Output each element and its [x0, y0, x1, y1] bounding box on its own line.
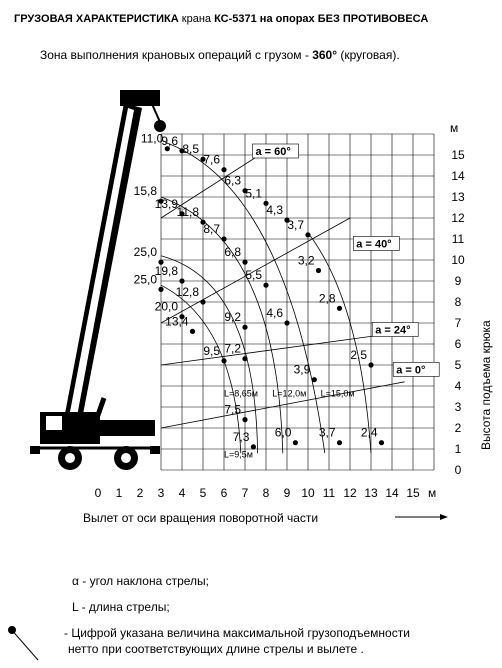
capacity-label: 4,6 — [266, 306, 283, 320]
x-tick-label: 13 — [364, 486, 378, 500]
x-tick-label: 15 — [406, 486, 420, 500]
length-symbol: L — [72, 600, 79, 614]
y-tick-label: 2 — [454, 421, 462, 435]
capacity-dot — [305, 232, 310, 237]
y-tick-label: 6 — [454, 337, 462, 351]
y-tick-label: 5 — [454, 358, 462, 372]
capacity-dot — [379, 440, 384, 445]
capacity-label: 11,0 — [140, 131, 164, 146]
y-tick-label: 11 — [451, 232, 465, 246]
capacity-dot — [251, 444, 256, 449]
y-tick-label: 1 — [454, 442, 462, 456]
capacity-dot — [242, 325, 247, 330]
x-tick-label: 0 — [94, 486, 102, 500]
y-tick-label: 14 — [451, 169, 465, 183]
x-tick-label: 7 — [241, 486, 249, 500]
capacity-label: 7,2 — [224, 341, 241, 356]
capacity-label: 8,7 — [203, 222, 220, 236]
capacity-dot — [242, 260, 247, 265]
boom-curve — [308, 233, 371, 454]
capacity-points — [134, 132, 384, 450]
title-bold-part2: КС-5371 на опорах БЕЗ ПРОТИВОВЕСА — [214, 13, 429, 25]
angle-label: a = 40° — [356, 238, 392, 251]
angle-label: a = 24° — [375, 324, 411, 337]
y-tick-label: 9 — [454, 274, 462, 288]
boom-head — [120, 90, 160, 106]
boom-length-label: L=8,65м — [224, 388, 258, 399]
capacity-label: 2,5 — [350, 348, 367, 362]
capacity-label: 13,4 — [165, 314, 189, 329]
y-tick-label: 10 — [451, 253, 465, 267]
capacity-label: 9,6 — [161, 133, 178, 148]
capacity-label: 3,7 — [318, 425, 336, 440]
capacity-dot — [312, 377, 317, 382]
capacity-label: 3,2 — [297, 253, 315, 268]
x-tick-label: 10 — [301, 486, 315, 500]
capacity-dot — [179, 278, 184, 283]
y-tick-label: 8 — [454, 295, 462, 309]
capacity-label: 3,7 — [287, 217, 304, 232]
x-tick-label: 1 — [115, 486, 123, 500]
x-tick-label: 6 — [220, 486, 228, 500]
y-unit-label: м — [450, 121, 459, 135]
length-text: - длина стрелы; — [81, 600, 170, 614]
x-tick-label: 5 — [199, 486, 207, 500]
capacity-dot — [190, 329, 195, 334]
boom-length-label: L=9,5м — [224, 449, 253, 460]
capacity-dot — [221, 358, 226, 363]
capacity-label: 7,6 — [203, 152, 220, 167]
capacity-label: 12,8 — [175, 285, 199, 299]
capacity-label: 4,3 — [266, 203, 283, 218]
angle-label: a = 60° — [255, 146, 291, 158]
boom-length-label: L=15,0м — [320, 388, 355, 399]
zone-value: 360° — [312, 48, 338, 62]
legend-length — [72, 600, 170, 614]
dot-symbol-icon — [6, 626, 46, 666]
capacity-label: 5,1 — [245, 186, 262, 201]
capacity-label: 19,8 — [154, 264, 178, 278]
zone-suffix: (круговая). — [340, 48, 400, 62]
x-tick-label: 3 — [157, 486, 165, 500]
cab-window — [46, 416, 62, 430]
dot-text-line1: - Цифрой указана величина максимальной грузоподъемности — [64, 626, 410, 640]
capacity-dot — [337, 440, 342, 445]
capacity-label: 2,4 — [360, 425, 378, 440]
capacity-label: 6,3 — [224, 173, 241, 188]
capacity-dot — [368, 362, 373, 367]
x-axis-ticks — [95, 486, 420, 500]
x-tick-label: 14 — [385, 486, 399, 500]
capacity-dot — [242, 417, 247, 422]
y-axis-title: Высота подъема крюка — [479, 320, 493, 450]
x-tick-label: 8 — [262, 486, 270, 500]
outrigger-left — [30, 446, 40, 454]
zone-text: Зона выполнения крановых операций с грузом - — [40, 48, 309, 62]
wheel-front-hub — [65, 453, 75, 463]
x-axis-arrowhead — [440, 514, 448, 520]
capacity-dot — [221, 236, 226, 241]
capacity-label: 9,2 — [224, 310, 241, 325]
capacity-label: 8,5 — [182, 142, 199, 157]
hook-cable — [152, 104, 160, 122]
x-axis-title: Вылет от оси вращения поворотной части — [83, 511, 319, 525]
capacity-dot — [221, 167, 226, 172]
capacity-label: 25,0 — [133, 245, 157, 260]
capacity-label: 5,5 — [245, 268, 262, 283]
capacity-label: 15,8 — [133, 184, 157, 199]
capacity-label: 7,5 — [224, 402, 241, 417]
y-tick-label: 7 — [454, 316, 462, 330]
capacity-dot — [242, 356, 247, 361]
x-tick-label: 4 — [178, 486, 186, 500]
wheel-rear-hub — [121, 453, 131, 463]
x-tick-label: 9 — [283, 486, 291, 500]
capacity-label: 20,0 — [154, 299, 178, 314]
title-crane-word: крана — [181, 13, 212, 25]
capacity-dot — [293, 440, 298, 445]
capacity-dot — [284, 320, 289, 325]
y-tick-label: 0 — [454, 463, 462, 477]
y-tick-label: 15 — [451, 148, 465, 162]
capacity-dot — [337, 306, 342, 311]
y-tick-label: 13 — [451, 190, 465, 204]
capacity-label: 3,9 — [293, 362, 311, 377]
outrigger-right — [150, 446, 160, 454]
capacity-label: 25,0 — [133, 272, 157, 287]
capacity-dot — [263, 283, 268, 288]
capacity-dot — [200, 299, 205, 304]
x-tick-label: 11 — [322, 486, 336, 500]
angle-label: a = 0° — [396, 364, 426, 377]
y-tick-label: 4 — [454, 379, 462, 393]
capacity-label: 2,8 — [318, 291, 336, 306]
crane-chassis — [95, 420, 155, 436]
capacity-label: 7,3 — [232, 429, 250, 444]
x-tick-label: 12 — [343, 486, 357, 500]
capacity-label: 9,5 — [203, 343, 220, 358]
y-axis-ticks — [451, 148, 465, 477]
capacity-label: 11,8 — [176, 205, 199, 220]
capacity-label: 13,9 — [154, 196, 178, 211]
alpha-text: - угол наклона стрелы; — [82, 574, 210, 588]
x-unit-label: м — [428, 486, 437, 500]
capacity-dot — [316, 268, 321, 273]
dot-text-line2: нетто при соответствующих длине стрелы и вылете . — [68, 642, 364, 656]
title-bold-part1: ГРУЗОВАЯ ХАРАКТЕРИСТИКА — [14, 13, 179, 25]
boom-length-label: L=12,0м — [272, 388, 307, 399]
x-tick-label: 2 — [136, 486, 144, 500]
crane-boom-inner — [65, 108, 134, 438]
y-tick-label: 12 — [451, 211, 465, 225]
y-tick-label: 3 — [454, 400, 462, 414]
capacity-label: 6,8 — [224, 245, 241, 260]
legend-alpha — [72, 574, 209, 588]
alpha-symbol: α — [72, 574, 79, 588]
capacity-dot — [158, 287, 163, 292]
capacity-label: 6,0 — [274, 425, 292, 440]
